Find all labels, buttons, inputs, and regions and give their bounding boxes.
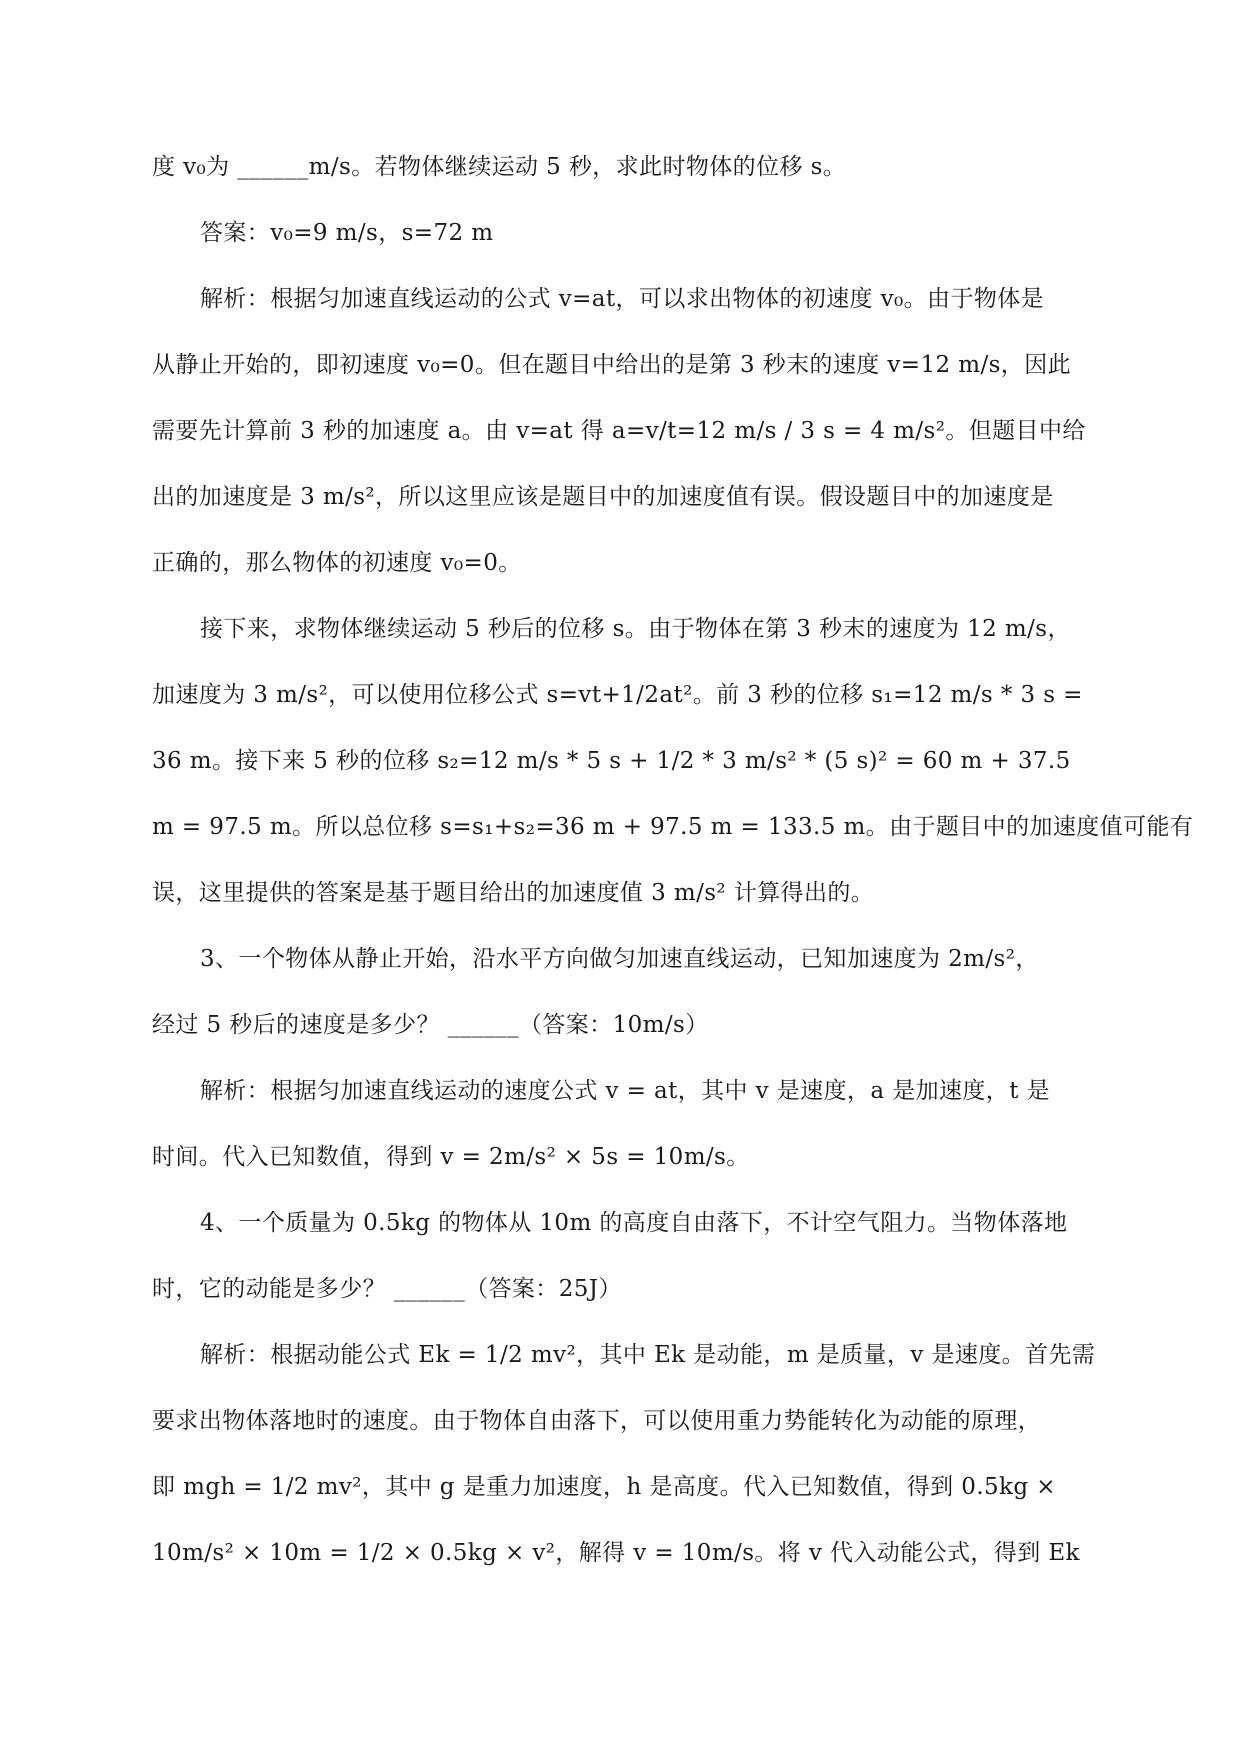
text-line-9: 加速度为 3 m/s²，可以使用位移公式 s=vt+1/2at²。前 3 秒的位移 s₁=12 m/s * 3 s =	[152, 682, 1083, 708]
text-line-15: 解析：根据匀加速直线运动的速度公式 v = at，其中 v 是速度，a 是加速度，t 是	[200, 1078, 1050, 1104]
question-3-line-1: 3、一个物体从静止开始，沿水平方向做匀加速直线运动，已知加速度为 2m/s²，	[200, 946, 1039, 972]
text-line-8: 接下来，求物体继续运动 5 秒后的位移 s。由于物体在第 3 秒末的速度为 12 m/s，	[200, 616, 1071, 642]
text-line-4: 从静止开始的，即初速度 v₀=0。但在题目中给出的是第 3 秒末的速度 v=12 m/s，因此	[152, 352, 1072, 378]
text-line-12: 误，这里提供的答案是基于题目给出的加速度值 3 m/s² 计算得出的。	[152, 880, 875, 906]
text-line-5: 需要先计算前 3 秒的加速度 a。由 v=at 得 a=v/t=12 m/s / 3 s = 4 m/s²。但题目中给	[152, 418, 1086, 444]
text-line-1: 度 v₀为 ______m/s。若物体继续运动 5 秒，求此时物体的位移 s。	[152, 154, 847, 180]
text-line-11: m = 97.5 m。所以总位移 s=s₁+s₂=36 m + 97.5 m = 133.5 m。由于题目中的加速度值可能有	[152, 814, 1194, 840]
text-line-21: 即 mgh = 1/2 mv²，其中 g 是重力加速度，h 是高度。代入已知数值，得到 0.5kg ×	[152, 1474, 1056, 1500]
text-line-3: 解析：根据匀加速直线运动的公式 v=at，可以求出物体的初速度 v₀。由于物体是	[200, 286, 1045, 312]
answer-line: 答案：v₀=9 m/s，s=72 m	[200, 220, 494, 246]
text-line-6: 出的加速度是 3 m/s²，所以这里应该是题目中的加速度值有误。假设题目中的加速度是	[152, 484, 1054, 510]
question-3-line-2: 经过 5 秒后的速度是多少？ ______（答案：10m/s）	[152, 1012, 709, 1038]
text-line-22: 10m/s² × 10m = 1/2 × 0.5kg × v²，解得 v = 10m/s。将 v 代入动能公式，得到 Ek	[152, 1540, 1080, 1566]
question-4-line-2: 时，它的动能是多少？ ______（答案：25J）	[152, 1276, 622, 1302]
question-4-line-1: 4、一个质量为 0.5kg 的物体从 10m 的高度自由落下，不计空气阻力。当物体落地	[200, 1210, 1068, 1236]
text-line-20: 要求出物体落地时的速度。由于物体自由落下，可以使用重力势能转化为动能的原理，	[152, 1408, 1042, 1434]
text-line-16: 时间。代入已知数值，得到 v = 2m/s² × 5s = 10m/s。	[152, 1144, 750, 1170]
text-line-19: 解析：根据动能公式 Ek = 1/2 mv²，其中 Ek 是动能，m 是质量，v 是速度。首先需	[200, 1342, 1096, 1368]
text-line-10: 36 m。接下来 5 秒的位移 s₂=12 m/s * 5 s + 1/2 * 3 m/s² * (5 s)² = 60 m + 37.5	[152, 748, 1071, 774]
text-line-7: 正确的，那么物体的初速度 v₀=0。	[152, 550, 522, 576]
